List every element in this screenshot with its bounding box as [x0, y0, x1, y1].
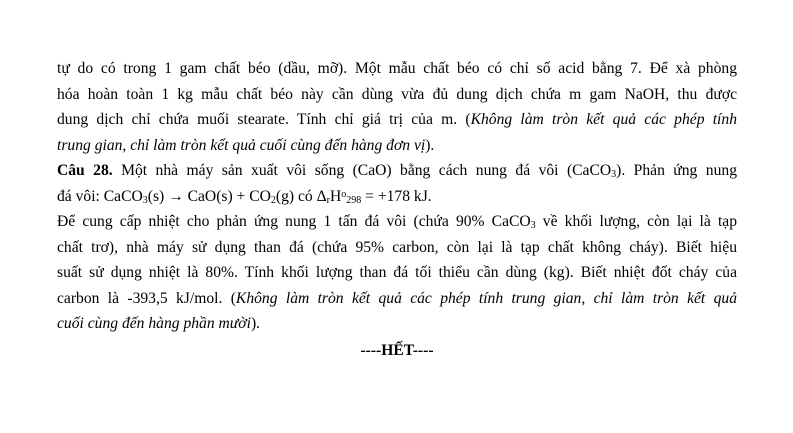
q28-para2-line-5: cuối cùng đến hàng phần mười). [57, 315, 261, 332]
q28-para2-line-1: Để cung cấp nhiệt cho phản ứng nung 1 tấn đá vôi (chứa 90% CaCO$_3$ về khối lượng, còn lại là tạp [57, 213, 737, 231]
q28-para2-line-3: suất sử dụng nhiệt là 80%. Tính khối lượng than đá tối thiểu cần dùng (kg). Biết nhiệt đốt cháy của [57, 264, 737, 281]
q28-para2-line-2: chất trơ), nhà máy sử dụng than đá (chứa 95% carbon, còn lại là tạp chất không cháy). Biết hiệu [57, 238, 737, 256]
q27-line-1: tự do có trong 1 gam chất béo (dầu, mỡ). Một mẫu chất béo có chỉ số acid bằng 7. Để xà phòng [57, 60, 737, 77]
question-label: Câu 28. [57, 162, 113, 179]
q28-para2-line-4: carbon là -393,5 kJ/mol. (Không làm tròn kết quả các phép tính trung gian, chỉ làm tròn kết quả [57, 289, 737, 307]
q27-line-4: trung gian, chỉ làm tròn kết quả cuối cùng đến hàng đơn vị). [57, 136, 435, 154]
q28-equation-line: đá vôi: CaCO$_3$(s) → $CaO(s) + CO_2(g)$ có $\Delta_rH^o_{298} = +178$ kJ. [57, 187, 432, 206]
q28-line-1: Câu 28. Một nhà máy sản xuất vôi sống (CaO) bằng cách nung đá vôi (CaCO$_3$). Phản ứng nung [57, 162, 737, 180]
end-marker: ----HẾT---- [360, 342, 434, 359]
document-page [57, 56, 737, 359]
q27-line-3: dung dịch chỉ chứa muối stearate. Tính chỉ giá trị của m. (Không làm tròn kết quả các phép tính [57, 111, 737, 128]
q27-line-2: hóa hoàn toàn 1 kg mẫu chất béo này cần dùng vừa đủ dung dịch chứa m gam NaOH, thu được [57, 85, 737, 103]
